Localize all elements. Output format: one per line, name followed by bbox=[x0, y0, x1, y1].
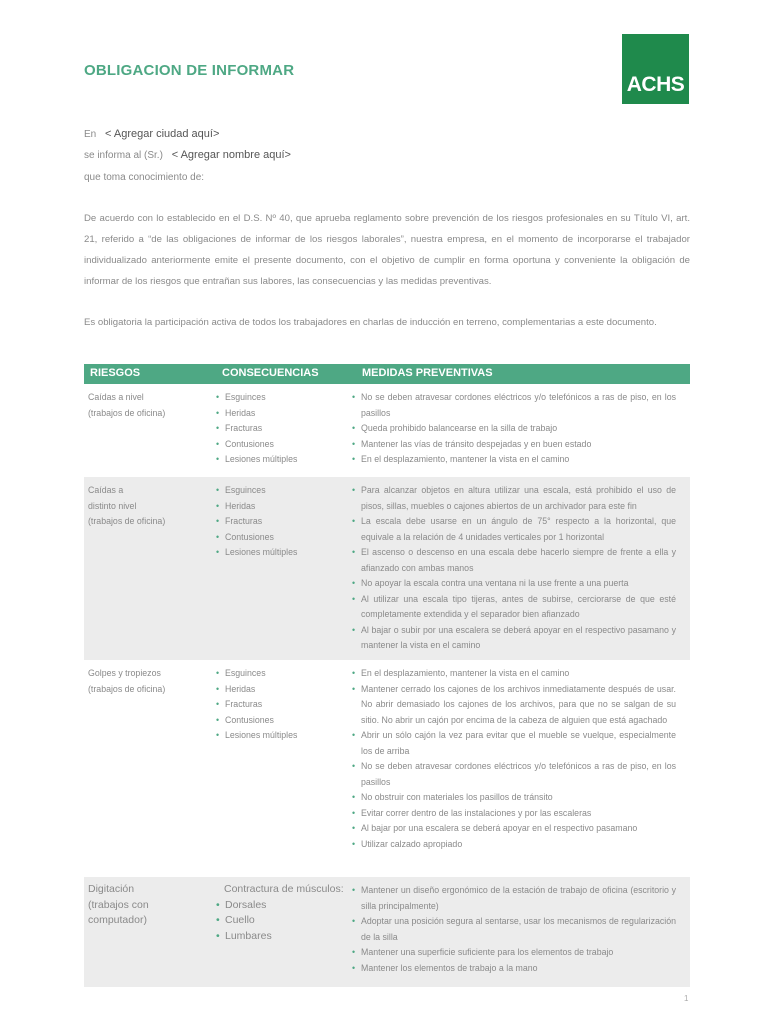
informa-label: se informa al (Sr.) bbox=[84, 150, 163, 161]
riesgo-text: (trabajos de oficina) bbox=[88, 683, 166, 694]
header-riesgos: RIESGOS bbox=[90, 367, 141, 379]
table-header bbox=[84, 364, 690, 384]
consecuencias-intro: Contractura de músculos: bbox=[224, 883, 344, 895]
city-placeholder[interactable]: < Agregar ciudad aquí> bbox=[105, 128, 220, 140]
consecuencia-item: • Heridas bbox=[216, 499, 351, 515]
header-medidas: MEDIDAS PREVENTIVAS bbox=[362, 367, 493, 379]
medida-item: • Queda prohibido balancearse en la silla de trabajo bbox=[352, 421, 676, 437]
consecuencia-item: • Fracturas bbox=[216, 421, 351, 437]
riesgo-cell bbox=[88, 390, 208, 421]
consecuencias-cell bbox=[216, 390, 351, 468]
risk-table bbox=[84, 364, 690, 987]
table-row bbox=[84, 384, 690, 477]
page-title: OBLIGACION DE INFORMAR bbox=[84, 62, 295, 79]
medida-item: • Mantener un diseño ergonómico de la estación de trabajo de oficina (escritorio y silla principalmente) bbox=[352, 883, 676, 914]
consecuencia-item: • Heridas bbox=[216, 682, 351, 698]
consecuencia-item: • Lumbares bbox=[216, 929, 351, 945]
consecuencias-cell bbox=[216, 882, 351, 944]
table-row bbox=[84, 877, 690, 987]
riesgo-text: (trabajos de oficina) bbox=[88, 516, 166, 526]
medidas-cell bbox=[352, 483, 676, 654]
riesgo-text: Caídas a bbox=[88, 485, 124, 495]
consecuencia-item: • Cuello bbox=[216, 913, 351, 929]
consecuencia-item: • Lesiones múltiples bbox=[216, 545, 351, 561]
medida-item: • No obstruir con materiales los pasillos de tránsito bbox=[352, 790, 676, 806]
page-number: 1 bbox=[684, 994, 689, 1003]
medida-item: • En el desplazamiento, mantener la vista en el camino bbox=[352, 666, 676, 682]
header-consecuencias: CONSECUENCIAS bbox=[222, 367, 319, 379]
riesgo-text: Golpes y tropiezos bbox=[88, 668, 161, 678]
medida-item: • Al utilizar una escala tipo tijeras, antes de subirse, cerciorarse de que esté completamente extendida y el separador bien afianzado bbox=[352, 592, 676, 623]
medida-item: • Mantener las vías de tránsito despejadas y en buen estado bbox=[352, 437, 676, 453]
consecuencia-item: • Contusiones bbox=[216, 713, 351, 729]
medidas-cell bbox=[352, 390, 676, 468]
medida-item: • Mantener los elementos de trabajo a la mano bbox=[352, 961, 676, 977]
riesgo-text: Digitación bbox=[88, 883, 135, 895]
consecuencia-item: • Dorsales bbox=[216, 898, 351, 914]
paragraph-obligatoria: Es obligatoria la participación activa de todos los trabajadores en charlas de inducción en terreno, complementarias a este documento. bbox=[84, 317, 657, 328]
paragraph-intro: De acuerdo con lo establecido en el D.S. Nº 40, que aprueba reglamento sobre prevención de los riesgos profesionales en su Título VI, art. 21, referido a “de las obligaciones de informar de los riesgos laborales”, nuestra empresa, en el momento de incorporarse el trabajador individualizado anteriormente emite el presente documento, con el objetivo de cumplir en forma oportuna y conveniente la obligación de informar de los riesgos que entrañan sus labores, las consecuencias y las medidas preventivas. bbox=[84, 213, 690, 287]
consecuencia-item: • Fracturas bbox=[216, 697, 351, 713]
riesgo-cell bbox=[88, 882, 208, 929]
medida-item: • Mantener cerrado los cajones de los archivos inmediatamente después de usar. No abrir demasiado los cajones de los archivos, para que no se salgan de su sitio. No abrir un cajón por encima de la cabeza de alguien que está agachado bbox=[352, 682, 676, 729]
riesgo-text: distinto nivel bbox=[88, 500, 137, 511]
consecuencia-item: • Contusiones bbox=[216, 530, 351, 546]
riesgo-cell bbox=[88, 483, 208, 530]
medida-item: • No se deben atravesar cordones eléctricos y/o telefónicos a ras de piso, en los pasillos bbox=[352, 759, 676, 790]
table-row bbox=[84, 477, 690, 660]
riesgo-text: (trabajos con bbox=[88, 898, 149, 911]
consecuencia-item: • Lesiones múltiples bbox=[216, 728, 351, 744]
medida-item: • En el desplazamiento, mantener la vista en el camino bbox=[352, 452, 676, 468]
name-placeholder[interactable]: < Agregar nombre aquí> bbox=[171, 149, 291, 161]
en-label: En bbox=[84, 129, 97, 140]
riesgo-cell bbox=[88, 666, 208, 697]
medida-item: • Mantener una superficie suficiente para los elementos de trabajo bbox=[352, 945, 676, 961]
medida-item: • Al bajar o subir por una escalera se deberá apoyar en el respectivo pasamano y mantener la vista en el camino bbox=[352, 623, 676, 654]
riesgo-text: computador) bbox=[88, 914, 147, 926]
medidas-cell bbox=[352, 666, 676, 852]
conocimiento-line: que toma conocimiento de: bbox=[84, 172, 205, 183]
medida-item: • Para alcanzar objetos en altura utilizar una escala, está prohibido el uso de pisos, sillas, muebles o cajones abiertos de un archivador para este fin bbox=[352, 483, 676, 514]
consecuencia-item: • Lesiones múltiples bbox=[216, 452, 351, 468]
medida-item: • No se deben atravesar cordones eléctricos y/o telefónicos a ras de piso, en los pasillos bbox=[352, 390, 676, 421]
logo-text: ACHS bbox=[626, 73, 685, 96]
medida-item: • Abrir un sólo cajón la vez para evitar que el mueble se vuelque, especialmente los de arriba bbox=[352, 728, 676, 759]
consecuencia-item: • Fracturas bbox=[216, 514, 351, 530]
name-line bbox=[84, 149, 291, 161]
consecuencia-item: • Heridas bbox=[216, 406, 351, 422]
consecuencias-cell bbox=[216, 483, 351, 561]
medidas-cell bbox=[352, 883, 676, 976]
medida-item: • Utilizar calzado apropiado bbox=[352, 837, 676, 853]
consecuencia-item: • Contusiones bbox=[216, 437, 351, 453]
medida-item: • No apoyar la escala contra una ventana ni la use frente a una puerta bbox=[352, 576, 676, 592]
consecuencia-item: • Esguinces bbox=[216, 666, 351, 682]
achs-logo bbox=[622, 34, 689, 104]
medida-item: • La escala debe usarse en un ángulo de 75° respecto a la horizontal, que equivale a la relación de 4 unidades verticales por 1 horizontal bbox=[352, 514, 676, 545]
table-row bbox=[84, 660, 690, 877]
consecuencia-item: • Esguinces bbox=[216, 390, 351, 406]
riesgo-text: (trabajos de oficina) bbox=[88, 407, 166, 418]
riesgo-text: Caídas a nivel bbox=[88, 392, 144, 402]
medida-item: • El ascenso o descenso en una escala debe hacerlo siempre de frente a ella y afianzado con ambas manos bbox=[352, 545, 676, 576]
consecuencia-item: • Esguinces bbox=[216, 483, 351, 499]
medida-item: • Al bajar por una escalera se deberá apoyar en el respectivo pasamano bbox=[352, 821, 676, 837]
medida-item: • Adoptar una posición segura al sentarse, usar los mecanismos de regularización de la silla bbox=[352, 914, 676, 945]
consecuencias-cell bbox=[216, 666, 351, 744]
medida-item: • Evitar correr dentro de las instalaciones y por las escaleras bbox=[352, 806, 676, 822]
city-line bbox=[84, 128, 219, 140]
